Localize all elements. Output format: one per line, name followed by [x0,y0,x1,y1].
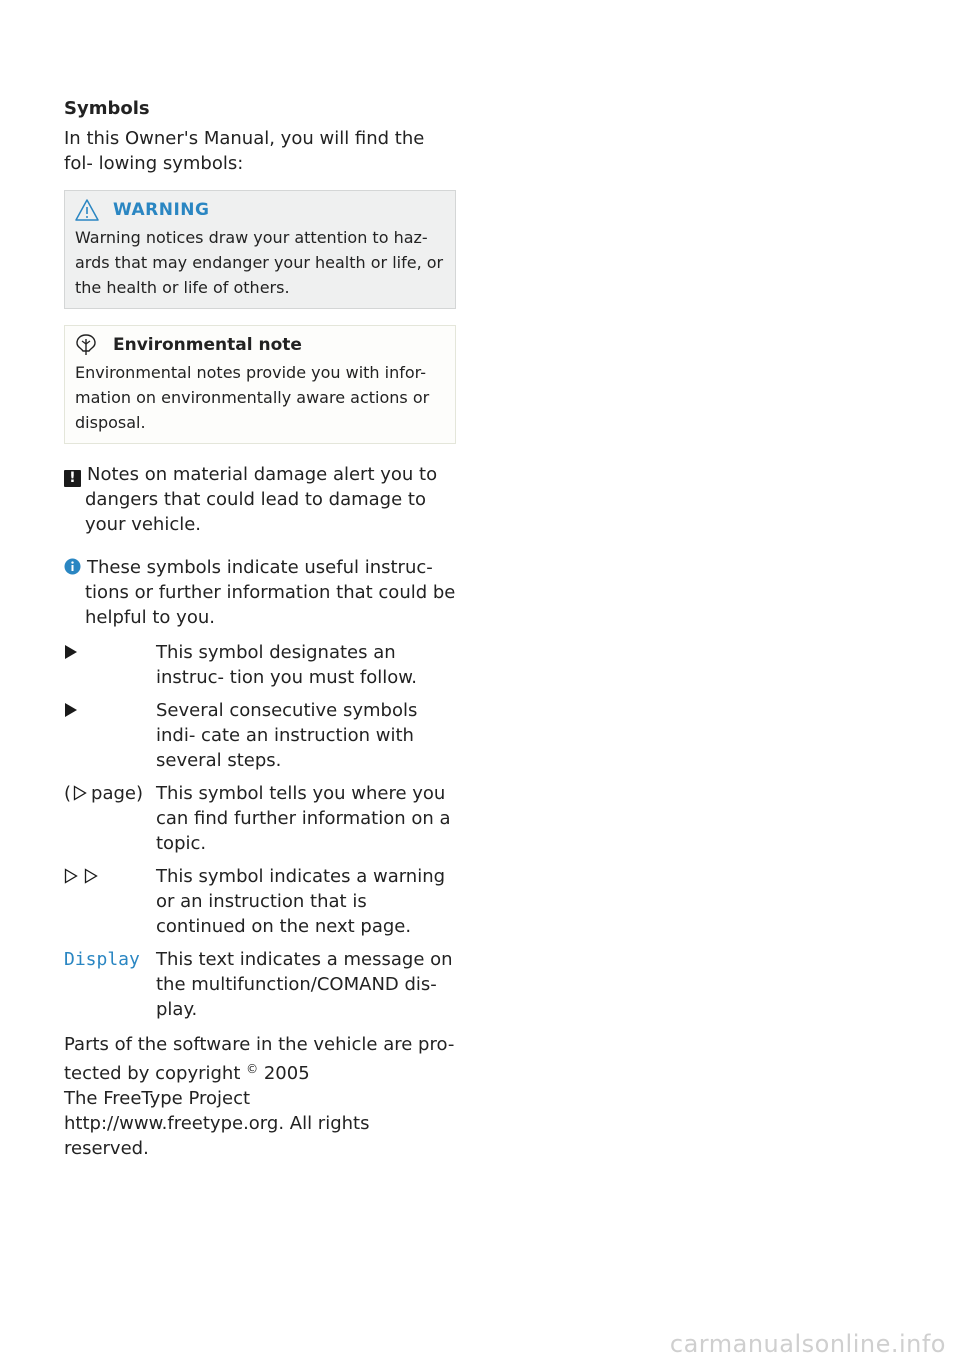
double-outline-arrow-icon [64,866,100,887]
symbol-description: This symbol designates an instruc- tion you must follow. [156,642,418,688]
environmental-bulb-icon [75,334,103,356]
freetype-project: The FreeType Project [64,1088,251,1109]
info-text: These symbols indicate useful instruc- tions or further information that could be helpful to you. [85,557,456,628]
warning-box [64,190,456,309]
copyright-symbol: © [246,1062,259,1076]
environmental-note-title: Environmental note [113,335,302,355]
material-damage-note [64,462,456,537]
section-intro: In this Owner's Manual, you will find the fol- lowing symbols: [64,128,425,174]
triangle-arrow-icon [64,642,78,663]
outline-arrow-icon [71,783,91,804]
warning-triangle-icon [75,199,103,221]
symbol-row [64,781,456,856]
copyright-notice: Parts of the software in the vehicle are pro- tected by copyright © 2005 The FreeType Project http://www.freetype.org. All rights reserved. [64,1034,455,1159]
warning-text: Warning notices draw your attention to haz- ards that may endanger your health or life, or the health or life of others. [75,228,444,297]
symbol-row [64,698,456,773]
section-title: Symbols [64,98,150,119]
info-icon [64,557,81,574]
info-note [64,555,456,630]
copyright-year: 2005 [263,1063,310,1084]
display-label: Display [64,949,140,970]
content-column [64,96,456,1161]
symbol-description: This symbol tells you where you can find further information on a topic. [156,783,451,854]
symbol-row [64,864,456,939]
symbol-description: This text indicates a message on the multifunction/COMAND dis- play. [156,949,453,1020]
symbol-list [64,640,456,1022]
environmental-note-text: Environmental notes provide you with infor- mation on environmentally aware actions or disposal. [75,363,430,432]
symbol-description: This symbol indicates a warning or an instruction that is continued on the next page. [156,866,446,937]
page-ref-label: page) [91,783,144,804]
freetype-url: http://www.freetype.org. All rights reserved. [64,1113,370,1159]
triangle-arrow-icon [64,700,78,721]
watermark: carmanualsonline.info [669,1330,946,1358]
symbol-row [64,947,456,1022]
exclamation-icon: ! [64,470,81,487]
warning-title: WARNING [113,200,210,220]
page-ref-open: ( [64,783,72,804]
environmental-note-box [64,325,456,444]
symbol-description: Several consecutive symbols indi- cate an instruction with several steps. [156,700,418,771]
symbol-row [64,640,456,690]
material-damage-text: Notes on material damage alert you to dangers that could lead to damage to your vehicle. [85,464,438,535]
